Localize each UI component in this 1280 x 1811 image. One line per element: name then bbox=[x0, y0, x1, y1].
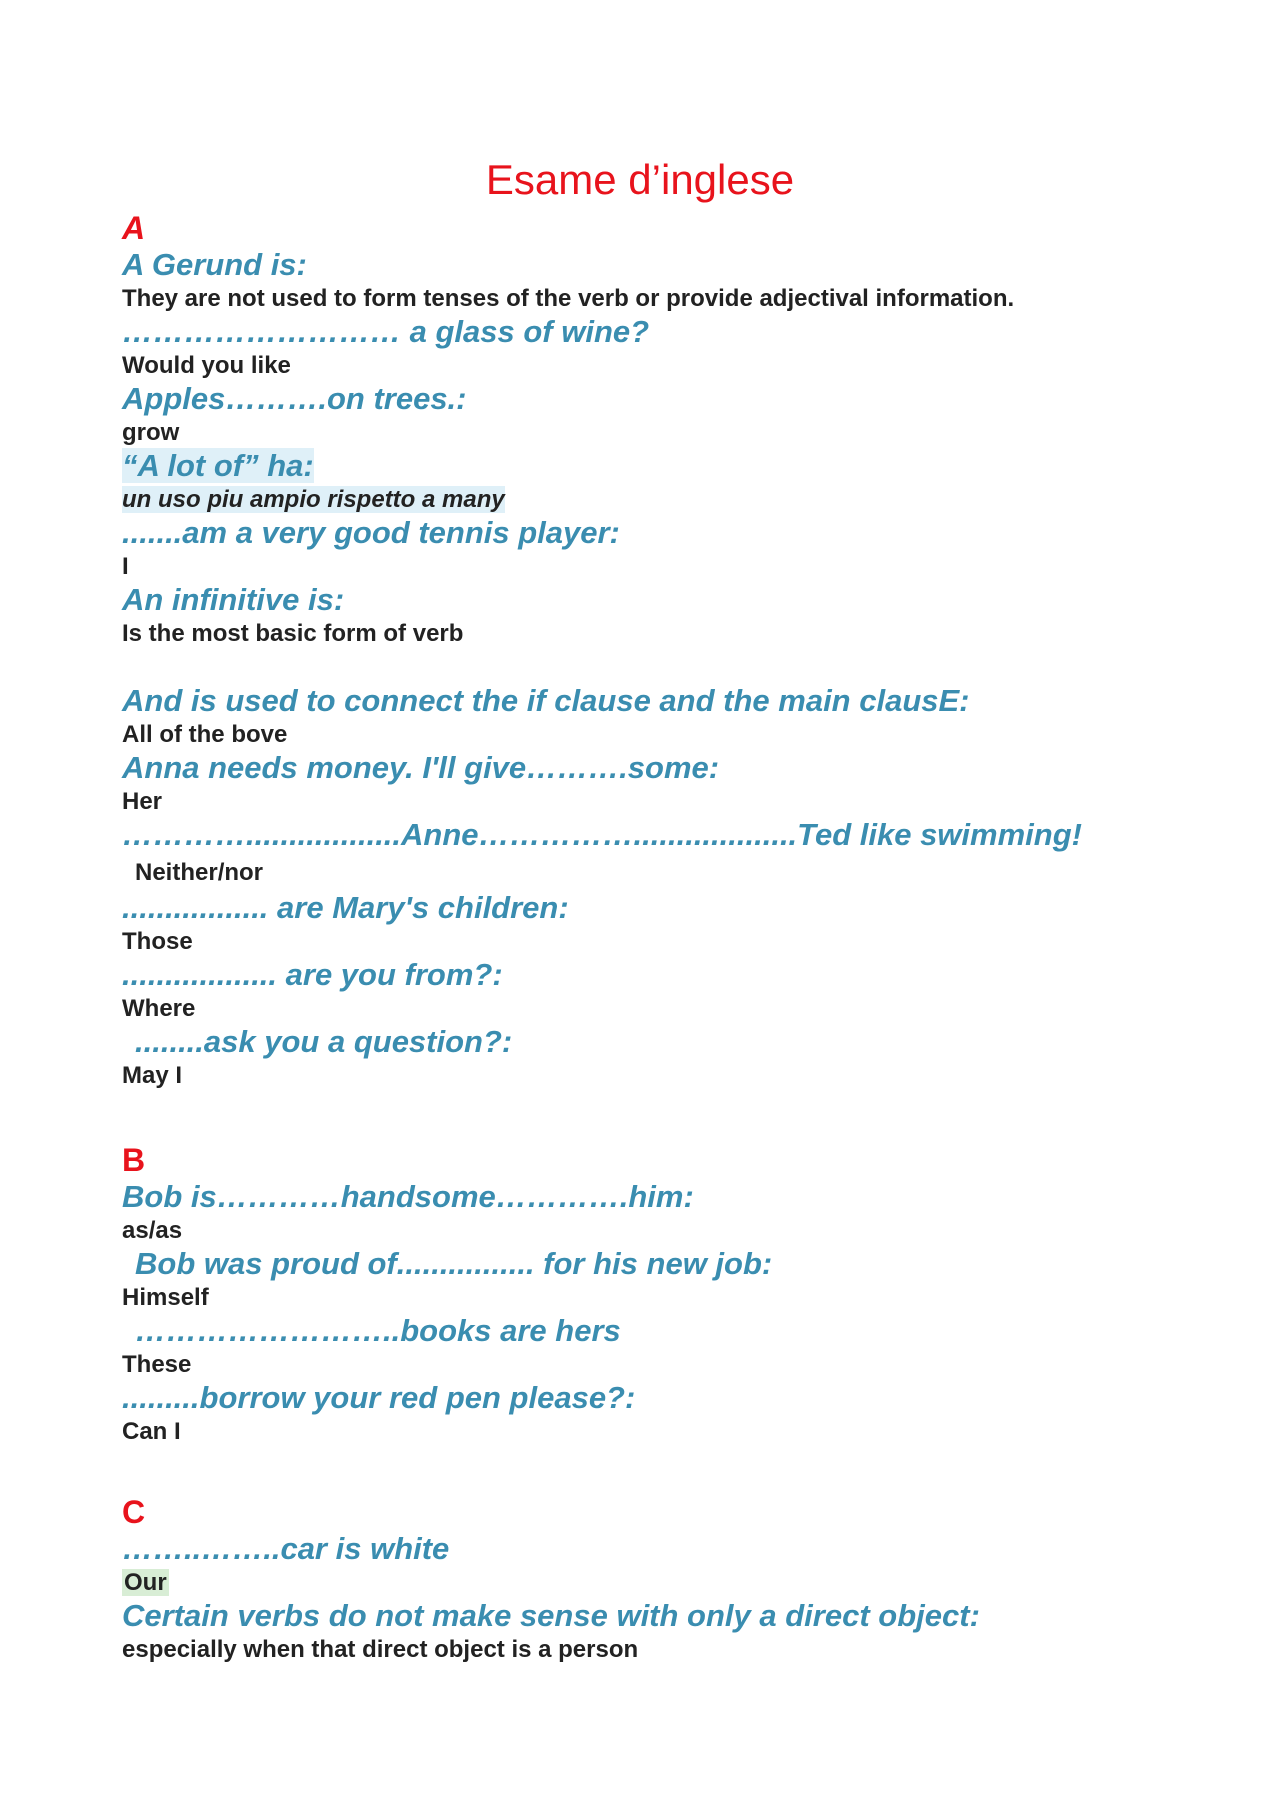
answer-a1: They are not used to form tenses of the verb or provide adjectival information. bbox=[122, 285, 1015, 312]
section-b-heading: B bbox=[122, 1142, 146, 1178]
answer-a9: Neither/nor bbox=[135, 859, 264, 886]
answer-a3: grow bbox=[122, 419, 180, 446]
answer-a5: I bbox=[122, 553, 129, 580]
page-title: Esame d’inglese bbox=[485, 156, 795, 203]
answer-c1 bbox=[122, 1568, 1202, 1597]
question-a2: ……………………… a glass of wine? bbox=[122, 314, 650, 349]
answer-b3: These bbox=[122, 1351, 192, 1378]
answer-a12: May I bbox=[122, 1062, 183, 1089]
spacer bbox=[122, 1090, 1202, 1142]
answer-a2: Would you like bbox=[122, 352, 291, 379]
question-b2: Bob was proud of................ for his new job: bbox=[135, 1246, 773, 1281]
question-a4 bbox=[122, 447, 1202, 485]
question-c2: Certain verbs do not make sense with only a direct object: bbox=[122, 1598, 980, 1633]
question-a11: .................. are you from?: bbox=[122, 957, 503, 992]
document-body bbox=[122, 210, 1202, 1664]
answer-c2: especially when that direct object is a person bbox=[122, 1636, 639, 1663]
spacer bbox=[122, 648, 1202, 682]
question-a1: A Gerund is: bbox=[122, 247, 307, 282]
answer-c1-text: Our bbox=[124, 1569, 167, 1596]
question-a6: An infinitive is: bbox=[122, 582, 345, 617]
question-a7: And is used to connect the if clause and the main clausE: bbox=[122, 683, 970, 718]
question-b4: .........borrow your red pen please?: bbox=[122, 1380, 636, 1415]
answer-a11: Where bbox=[122, 995, 196, 1022]
question-b1: Bob is…………handsome………….him: bbox=[122, 1179, 694, 1214]
section-c-heading: C bbox=[122, 1494, 146, 1530]
question-a3: Apples……….on trees.: bbox=[122, 381, 467, 416]
answer-a4-text: un uso piu ampio rispetto a many bbox=[122, 486, 505, 513]
section-a-heading: A bbox=[122, 210, 146, 246]
question-a12: ........ask you a question?: bbox=[135, 1024, 513, 1059]
question-b3: ……………………..books are hers bbox=[135, 1313, 621, 1348]
answer-b1: as/as bbox=[122, 1217, 183, 1244]
answer-a4 bbox=[122, 485, 1202, 514]
question-a5: .......am a very good tennis player: bbox=[122, 515, 620, 550]
spacer bbox=[122, 1446, 1202, 1494]
question-c1: ……..……..car is white bbox=[122, 1531, 450, 1566]
question-a9: …………..................Anne……………...................Ted like swimming! bbox=[122, 817, 1082, 852]
answer-b2: Himself bbox=[122, 1284, 209, 1311]
question-a8: Anna needs money. I'll give……….some: bbox=[122, 750, 720, 785]
answer-a6: Is the most basic form of verb bbox=[122, 620, 464, 647]
question-a4-text: “A lot of” ha: bbox=[122, 448, 314, 483]
answer-b4: Can I bbox=[122, 1418, 181, 1445]
answer-a7: All of the bove bbox=[122, 721, 288, 748]
answer-a8: Her bbox=[122, 788, 163, 815]
question-a10: ................. are Mary's children: bbox=[122, 890, 569, 925]
answer-a10: Those bbox=[122, 928, 193, 955]
